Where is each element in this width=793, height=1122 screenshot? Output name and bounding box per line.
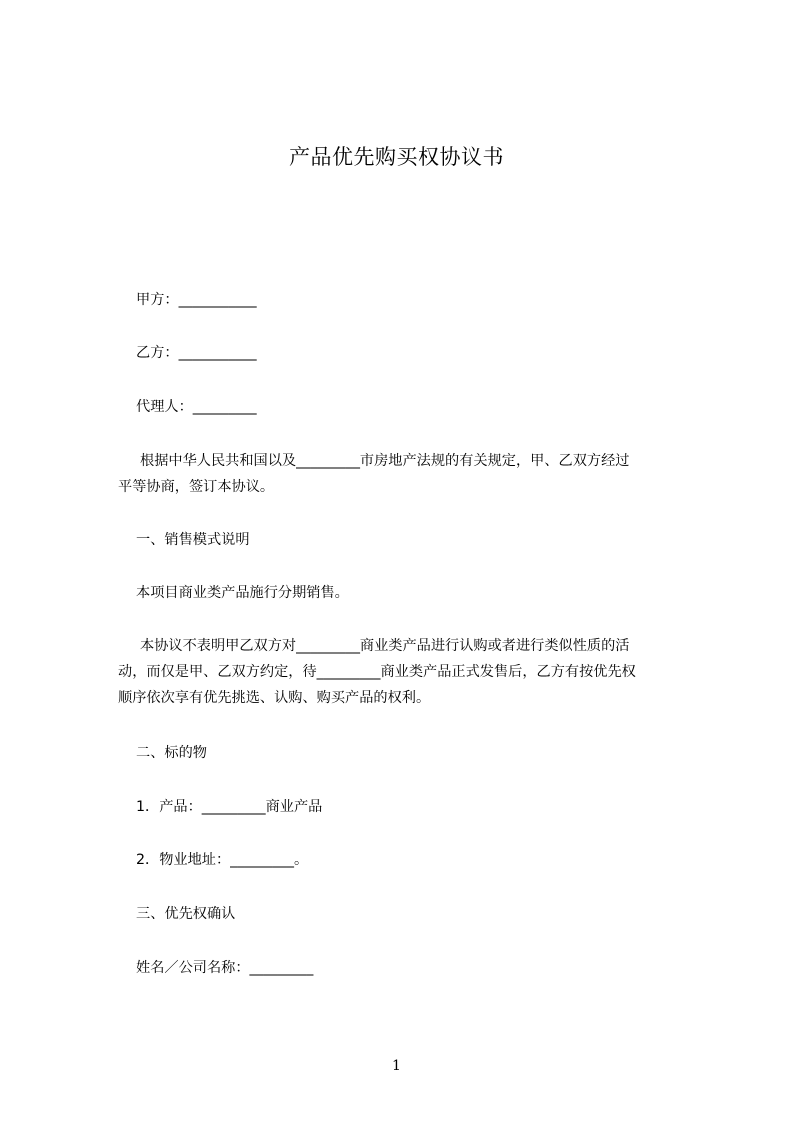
intro-paragraph — [118, 448, 706, 500]
page-number: 1 — [392, 1058, 401, 1074]
section-2-heading: 二、标的物 — [136, 745, 207, 761]
intro-line-2: 平等协商，签订本协议。 — [118, 479, 275, 495]
section-1-para-line-1: 本协议不表明甲乙双方对_________商业类产品进行认购或者进行类似性质的活 — [140, 638, 630, 654]
section-1-para-line-2: 动，而仅是甲、乙双方约定，待_________商业类产品正式发售后，乙方有按优先权 — [118, 664, 636, 680]
section-1-paragraph — [118, 633, 706, 711]
agent-field: 代理人：_________ — [136, 399, 257, 415]
item-1-product: 1．产品：_________商业产品 — [136, 799, 323, 815]
intro-line-1: 根据中华人民共和国以及_________市房地产法规的有关规定，甲、乙双方经过 — [140, 453, 630, 469]
document-title: 产品优先购买权协议书 — [289, 145, 504, 169]
section-1-text: 本项目商业类产品施行分期销售。 — [136, 585, 349, 601]
party-b-field: 乙方：___________ — [136, 345, 257, 361]
party-a-field: 甲方：___________ — [136, 292, 257, 308]
section-1-para-line-3: 顺序依次享有优先挑选、认购、购买产品的权利。 — [118, 690, 431, 706]
section-3-heading: 三、优先权确认 — [136, 906, 236, 922]
name-company-field: 姓名／公司名称：_________ — [136, 960, 314, 976]
item-2-address: 2．物业地址：_________。 — [136, 852, 309, 868]
section-1-heading: 一、销售模式说明 — [136, 532, 250, 548]
